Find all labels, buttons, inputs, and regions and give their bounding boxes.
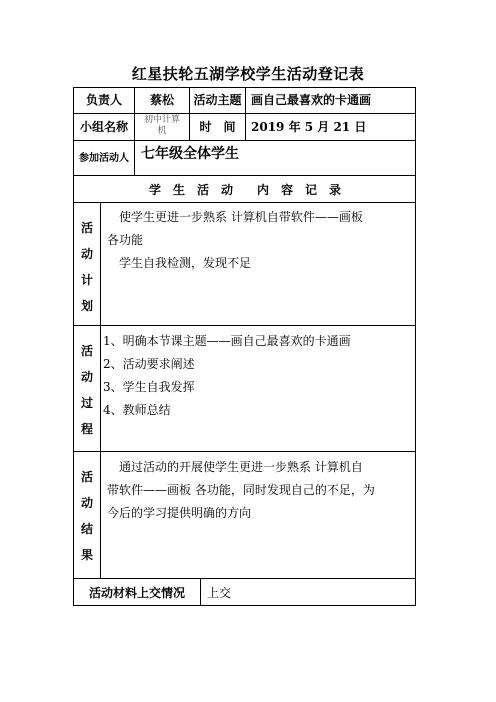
leader-value: 蔡松 (149, 93, 174, 107)
result-label: 活 动 结 果 (80, 470, 93, 562)
plan-text: 使学生更进一步熟系 计算机自带软件——画板 各功能 学生自我检测，发现不足 (107, 210, 363, 270)
process-text: 1、明确本节课主题——画自己最喜欢的卡通画 2、活动要求阐述 3、学生自我发挥 4、教师总结 (103, 334, 351, 417)
theme-value: 画自己最喜欢的卡通画 (251, 93, 372, 107)
process-label: 活 动 过 程 (80, 344, 93, 436)
record-header: 学 生 活 动 内 容 记 录 (148, 183, 341, 197)
group-value: 初中计算机 (143, 115, 180, 136)
materials-label: 活动材料上交情况 (88, 586, 185, 600)
participants-value: 七年级全体学生 (141, 146, 239, 162)
form-title: 红星扶轮五湖学校学生活动登记表 (131, 65, 365, 83)
group-label: 小组名称 (79, 120, 128, 134)
time-value: 2019 年 5 月 21 日 (251, 120, 367, 134)
leader-label: 负责人 (85, 93, 122, 107)
result-text: 通过活动的开展使学生更进一步熟系 计算机自 带软件——画板 各功能，同时发现自己的不足，为 今后的学习提供明确的方向 (107, 460, 375, 520)
time-label: 时 间 (199, 120, 236, 134)
materials-value: 上交 (207, 586, 232, 600)
plan-label: 活 动 计 划 (80, 221, 93, 313)
theme-label: 活动主题 (193, 93, 242, 107)
participants-label: 参加活动人 (79, 153, 129, 164)
